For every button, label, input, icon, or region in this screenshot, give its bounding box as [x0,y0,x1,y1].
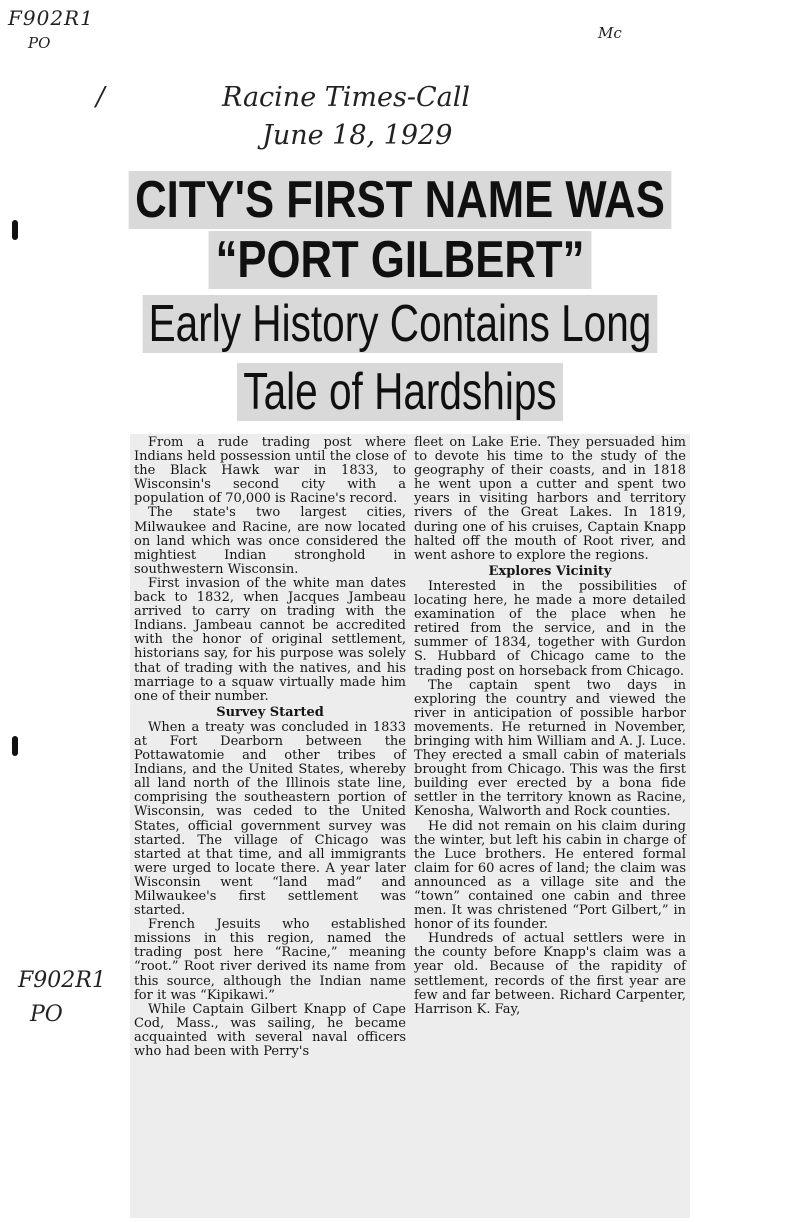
binder-hole-mark [12,220,18,240]
section-subhead: Explores Vicinity [488,563,612,579]
headline-line-2-text: “PORT GILBERT” [209,231,591,289]
article-column-right [410,434,690,1218]
catalog-suffix-annotation: PO [28,34,51,52]
paragraph: While Captain Gilbert Knapp of Cape Cod, Mass., was sailing, he became acquainted with several naval officers who had been with Perry's [134,1001,406,1060]
catalog-code-annotation: F902R1 [8,6,94,30]
section-subhead: Survey Started [216,704,324,720]
article-column-left [130,434,410,1218]
tick-annotation: / [96,82,105,112]
margin-catalog-code: F902R1 [18,968,106,993]
paragraph: French Jesuits who established missions in this region, named the trading post here “Racine,” meaning “root.” Root river derived its name from this source, although the Indian name for it was “Kipikawi.” [134,917,406,1003]
paragraph: Hundreds of actual settlers were in the county before Knapp's claim was a year old. Because of the rapidity of settlement, records of the first year are few and far between. Richard Carpenter, Harrison K. Fay, [414,931,686,1017]
headline-line-1 [64,171,736,229]
headline-line-2 [64,231,736,289]
subheadline-line-1 [88,295,712,353]
paragraph: The captain spent two days in exploring the country and viewed the river in anticipation of possible harbor movements. He returned in November, bringing with him William and A. J. Luce. They erected a small cabin of materials brought from Chicago. This was the first building ever erected by a bona fide settler in the territory known as Racine, Kenosha, Walworth and Rock counties. [414,677,686,820]
paragraph: fleet on Lake Erie. They persuaded him to devote his time to the study of the geography of their coasts, and in 1818 he went upon a cutter and spent two years in visiting harbors and territory rivers of the Great Lakes. In 1819, during one of his cruises, Captain Knapp halted off the mouth of Root river, and went ashore to explore the regions. [414,435,686,563]
initials-annotation: Mc [598,24,622,42]
paragraph: The state's two largest cities, Milwaukee and Racine, are now located on land which was once considered the mightiest Indian stronghold in southwestern Wisconsin. [134,505,406,577]
paragraph: Interested in the possibilities of locating here, he made a more detailed examination of the place when he retired from the service, and in the summer of 1834, together with Gurdon S. Hubbard of Chicago came to the trading post on horseback from Chicago. [414,578,686,679]
margin-catalog-suffix: PO [30,1002,63,1027]
binder-hole-mark [12,736,18,756]
paragraph: When a treaty was concluded in 1833 at Fort Dearborn between the Pottawatomie and other tribes of Indians, and the United States, whereby all land north of the Illinois state line, comprising the southeastern portion of Wisconsin, was ceded to the United States, official government survey was started. The village of Chicago was started at that time, and all immigrants were urged to locate there. A year later Wisconsin went “land mad” and Milwaukee's first settlement was started. [134,719,406,919]
subheadline-line-1-text: Early History Contains Long [142,295,657,353]
paragraph: He did not remain on his claim during the winter, but left his cabin in charge of the Luce brothers. He entered formal claim for 60 acres of land; the claim was announced as a village site and the “town” contained one cabin and three men. It was christened “Port Gilbert,” in honor of its founder. [414,818,686,933]
paragraph: From a rude trading post where Indians held possession until the close of the Black Hawk war in 1833, to Wisconsin's second city with a population of 70,000 is Racine's record. [134,435,406,507]
subheadline-line-2-text: Tale of Hardships [237,363,563,421]
subheadline-line-2 [88,363,712,421]
headline-line-1-text: CITY'S FIRST NAME WAS [128,171,671,229]
date-annotation: June 18, 1929 [262,120,453,151]
source-annotation: Racine Times-Call [222,82,470,113]
paragraph: First invasion of the white man dates back to 1832, when Jacques Jambeau arrived to carry on trading with the Indians. Jambeau cannot be accredited with the honor of original settlement, historians say, for his purpose was solely that of trading with the natives, and his marriage to a squaw virtually made him one of their number. [134,575,406,704]
